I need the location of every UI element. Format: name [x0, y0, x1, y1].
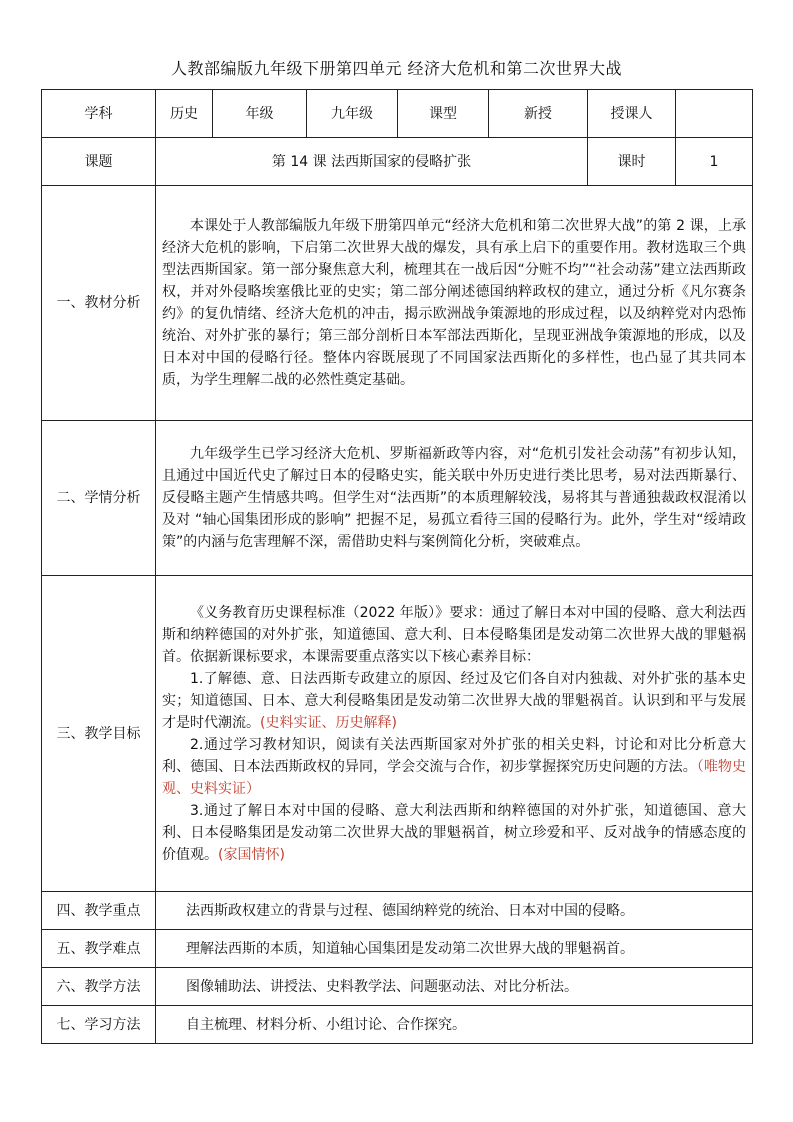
hours-label: 课时 — [588, 138, 676, 186]
methods-label: 六、教学方法 — [42, 968, 156, 1006]
student-analysis-label: 二、学情分析 — [42, 421, 156, 576]
learning-label: 七、学习方法 — [42, 1006, 156, 1044]
objective-item: 2.通过学习教材知识，阅读有关法西斯国家对外扩张的相关史料，讨论和对比分析意大利、德国、日本法西斯政权的异同，学会交流与合作，初步掌握探究历史问题的方法。（唯物史观、史料实证） — [162, 736, 747, 797]
difficulties-label: 五、教学难点 — [42, 930, 156, 968]
difficulties-text: 理解法西斯的本质，知道轴心国集团是发动第二次世界大战的罪魁祸首。 — [156, 930, 753, 968]
objective-tag: （唯物史观、史料实证） — [162, 758, 747, 797]
difficulties-row — [42, 930, 753, 968]
key-points-label: 四、教学重点 — [42, 892, 156, 930]
document-title: 人教部编版九年级下册第四单元 经济大危机和第二次世界大战 — [170, 59, 623, 78]
objective-tag: (史料实证、历史解释) — [260, 714, 397, 731]
teacher-value — [676, 90, 753, 138]
student-analysis-row — [42, 421, 753, 576]
grade-value: 九年级 — [307, 90, 398, 138]
objectives-intro: 《义务教育历史课程标准（2022 年版）》要求：通过了解日本对中国的侵略、意大利法西斯和纳粹德国的对外扩张，知道德国、意大利、日本侵略集团是发动第二次世界大战的罪魁祸首。依据新课标要求，本课需要重点落实以下核心素养目标： — [162, 604, 746, 665]
topic-value: 第 14 课 法西斯国家的侵略扩张 — [156, 138, 588, 186]
objective-item: 1.了解德、意、日法西斯专政建立的原因、经过及它们各自对内独裁、对外扩张的基本史实；知道德国、日本、意大利侵略集团是发动第二次世界大战的罪魁祸首。认识到和平与发展才是时代潮流。(史料实证、历史解释) — [162, 670, 746, 731]
objectives-row — [42, 576, 753, 892]
type-value: 新授 — [489, 90, 588, 138]
learning-row — [42, 1006, 753, 1044]
subject-value: 历史 — [156, 90, 213, 138]
objective-tag: (家国情怀) — [218, 846, 285, 863]
textbook-analysis-text: 本课处于人教部编版九年级下册第四单元“经济大危机和第二次世界大战”的第 2 课，上承经济大危机的影响，下启第二次世界大战的爆发，具有承上启下的重要作用。教材选取三个典型法西斯国家。第一部分聚焦意大利，梳理其在一战后因“分赃不均”“社会动荡”建立法西斯政权，并对外侵略埃塞俄比亚的史实；第二部分阐述德国纳粹政权的建立，通过分析《凡尔赛条约》的复仇情绪、经济大危机的冲击，揭示欧洲战争策源地的形成过程，以及纳粹党对内恐怖统治、对外扩张的暴行；第三部分剖析日本军部法西斯化，呈现亚洲战争策源地的形成，以及日本对中国的侵略行径。整体内容既展现了不同国家法西斯化的多样性，也凸显了其共同本质，为学生理解二战的必然性奠定基础。 — [162, 218, 746, 388]
student-analysis-text: 九年级学生已学习经济大危机、罗斯福新政等内容，对“危机引发社会动荡”有初步认知，且通过中国近代史了解过日本的侵略史实，能关联中外历史进行类比思考，易对法西斯暴行、反侵略主题产生情感共鸣。但学生对“法西斯”的本质理解较浅，易将其与普通独裁政权混淆以及对 “轴心国集团形成的影响” 把握不足，易孤立看待三国的侵略行为。此外，学生对“绥靖政策”的内涵与危害理解不深，需借助史料与案例简化分析，突破难点。 — [162, 446, 746, 550]
lesson-plan-table — [41, 89, 753, 1044]
grade-label: 年级 — [213, 90, 307, 138]
textbook-analysis-row — [42, 186, 753, 421]
hours-value: 1 — [676, 138, 753, 186]
textbook-analysis-label: 一、教材分析 — [42, 186, 156, 421]
methods-text: 图像辅助法、讲授法、史料教学法、问题驱动法、对比分析法。 — [156, 968, 753, 1006]
topic-label: 课题 — [42, 138, 156, 186]
key-points-row — [42, 892, 753, 930]
methods-row — [42, 968, 753, 1006]
teacher-label: 授课人 — [588, 90, 676, 138]
topic-row — [42, 138, 753, 186]
type-label: 课型 — [398, 90, 489, 138]
info-row — [42, 90, 753, 138]
objective-item: 3.通过了解日本对中国的侵略、意大利法西斯和纳粹德国的对外扩张，知道德国、意大利、日本侵略集团是发动第二次世界大战的罪魁祸首，树立珍爱和平、反对战争的情感态度的价值观。(家国情怀) — [162, 802, 746, 863]
subject-label: 学科 — [42, 90, 156, 138]
key-points-text: 法西斯政权建立的背景与过程、德国纳粹党的统治、日本对中国的侵略。 — [156, 892, 753, 930]
learning-text: 自主梳理、材料分析、小组讨论、合作探究。 — [156, 1006, 753, 1044]
objectives-label: 三、教学目标 — [42, 576, 156, 892]
